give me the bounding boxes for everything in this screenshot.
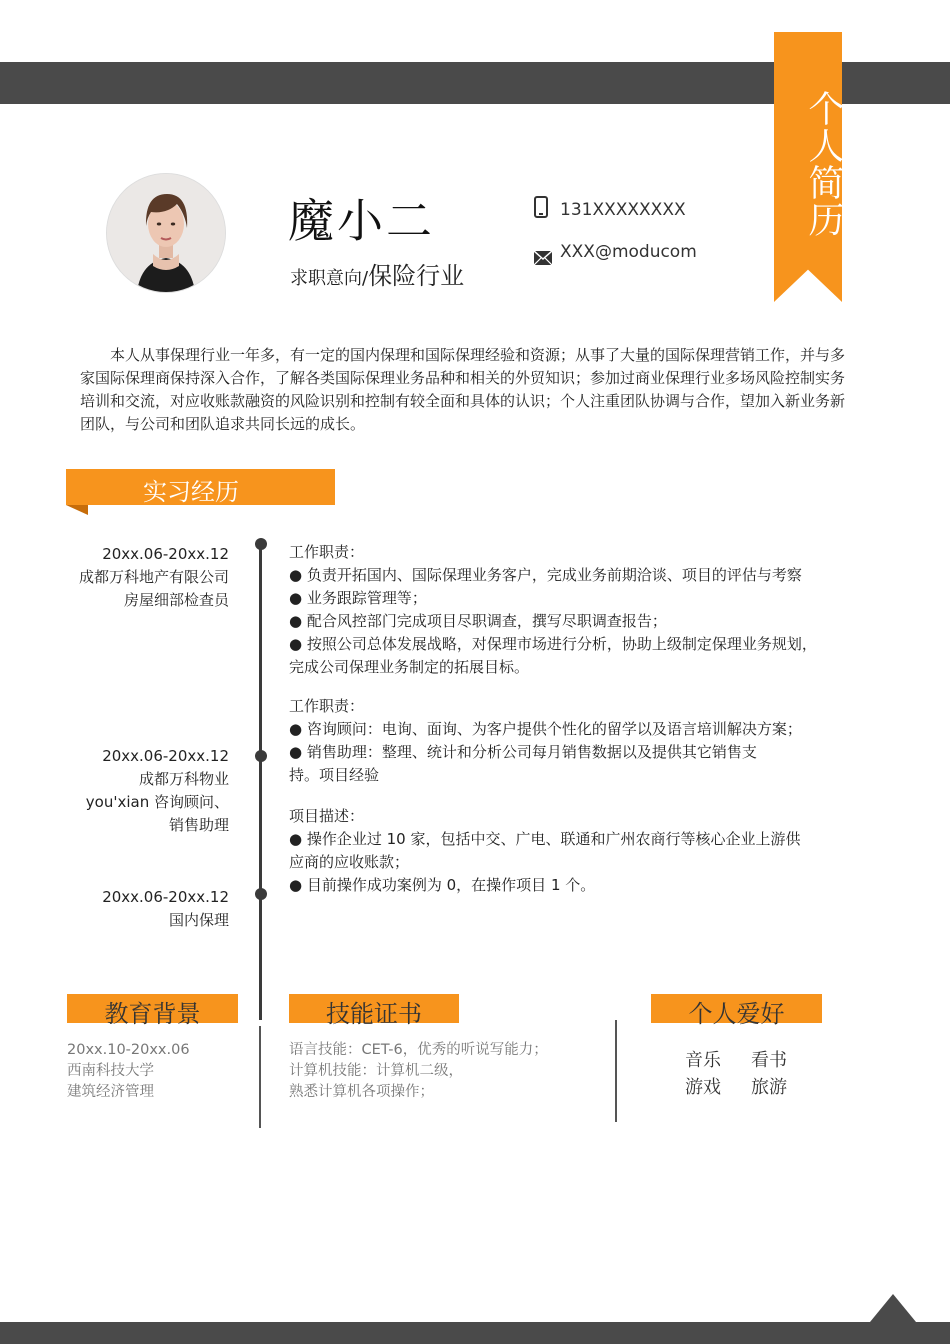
internship-entry <box>79 543 229 612</box>
hobby-item: 音乐 <box>685 1050 721 1071</box>
corner-triangle <box>870 1294 916 1322</box>
entry-date: 20xx.06-20xx.12 <box>102 545 229 563</box>
duty-item: ● 销售助理：整理、统计和分析公司每月销售数据以及提供其它销售支 <box>289 743 757 761</box>
duty-item: ● 负责开拓国内、国际保理业务客户，完成业务前期洽谈、项目的评估与考察 <box>289 566 802 584</box>
timeline-dot <box>255 750 267 762</box>
project-block <box>289 805 849 897</box>
skills-title: 技能证书 <box>326 1000 422 1028</box>
hobby-item: 看书 <box>751 1050 787 1071</box>
job-intent-label: 求职意向/ <box>290 268 369 289</box>
entry-company: 成都万科地产有限公司房屋细部检查员 <box>79 568 230 609</box>
summary-text: 本人从事保理行业一年多，有一定的国内保理和国际保理经验和资源；从事了大量的国际保理营销工作，并与多家国际保理商保持深入合作，了解各类国际保理业务品种和相关的外贸知识；参加过商业保理行业多场风险控制实务培训和交流，对应收账款融资的风险识别和控制有较全面和具体的认识；个人注重团队协调与合作，望加入新业务新团队，与公司和团队追求共同长远的成长。 <box>80 346 846 433</box>
phone-number: 131XXXXXXXX <box>560 200 686 220</box>
skill-line: 熟悉计算机各项操作； <box>289 1084 434 1100</box>
hobby-item: 旅游 <box>751 1077 787 1098</box>
hobbies-title: 个人爱好 <box>688 1000 785 1028</box>
internship-entry <box>79 886 229 932</box>
entry-date: 20xx.06-20xx.12 <box>102 888 229 906</box>
project-heading: 项目描述： <box>289 807 365 825</box>
internship-entry <box>79 745 229 837</box>
entry-company: 国内保理 <box>168 911 229 929</box>
mail-icon <box>534 250 552 264</box>
timeline-dot <box>255 888 267 900</box>
duty-heading: 工作职责： <box>289 697 365 715</box>
project-item: 应商的应收账款； <box>289 853 410 871</box>
hobby-item: 游戏 <box>685 1077 721 1098</box>
phone-icon <box>534 196 548 218</box>
entry-company: 成都万科物业you'xian 咨询顾问、销售助理 <box>85 770 229 834</box>
internship-title: 实习经历 <box>143 478 239 506</box>
education-line: 建筑经济管理 <box>67 1084 154 1100</box>
duty-item: ● 按照公司总体发展战略，对保理市场进行分析，协助上级制定保理业务规划， <box>289 635 817 653</box>
duty-block <box>289 695 849 787</box>
duty-item: 持。项目经验 <box>289 766 380 784</box>
job-intent <box>290 256 464 291</box>
hobbies-list <box>685 1047 787 1101</box>
duty-heading: 工作职责： <box>289 543 365 561</box>
project-item: ● 操作企业过 10 家，包括中交、广电、联通和广州农商行等核心企业上游供 <box>289 830 801 848</box>
bottom-bar <box>0 1322 950 1344</box>
resume-ribbon <box>774 32 842 302</box>
skill-line: 语言技能：CET-6，优秀的听说写能力； <box>289 1042 548 1058</box>
job-intent-value: 保险行业 <box>368 262 465 290</box>
avatar <box>106 173 226 293</box>
timeline-dot <box>255 538 267 550</box>
duty-item: ● 业务跟踪管理等； <box>289 589 427 607</box>
column-divider <box>259 1026 261 1128</box>
self-summary <box>80 344 850 436</box>
timeline-line <box>259 540 262 1020</box>
duty-item: ● 配合风控部门完成项目尽职调查，撰写尽职调查报告； <box>289 612 667 630</box>
education-details <box>67 1040 190 1103</box>
person-name: 魔小二 <box>288 194 435 248</box>
education-line: 西南科技大学 <box>67 1063 154 1079</box>
column-divider <box>615 1020 617 1122</box>
entry-date: 20xx.06-20xx.12 <box>102 747 229 765</box>
duty-item: ● 咨询顾问：电询、面询、为客户提供个性化的留学以及语言培训解决方案； <box>289 720 802 738</box>
duty-block <box>289 541 849 679</box>
project-item: ● 目前操作成功案例为 0，在操作项目 1 个。 <box>289 876 596 894</box>
duty-item: 完成公司保理业务制定的拓展目标。 <box>289 658 530 676</box>
education-line: 20xx.10-20xx.06 <box>67 1042 190 1058</box>
education-title: 教育背景 <box>104 1000 201 1028</box>
email-address: XXX@moducom <box>560 242 697 262</box>
ribbon-title: 个人简历 <box>803 90 844 238</box>
skills-details <box>289 1040 548 1103</box>
skill-line: 计算机技能：计算机二级， <box>289 1063 463 1079</box>
